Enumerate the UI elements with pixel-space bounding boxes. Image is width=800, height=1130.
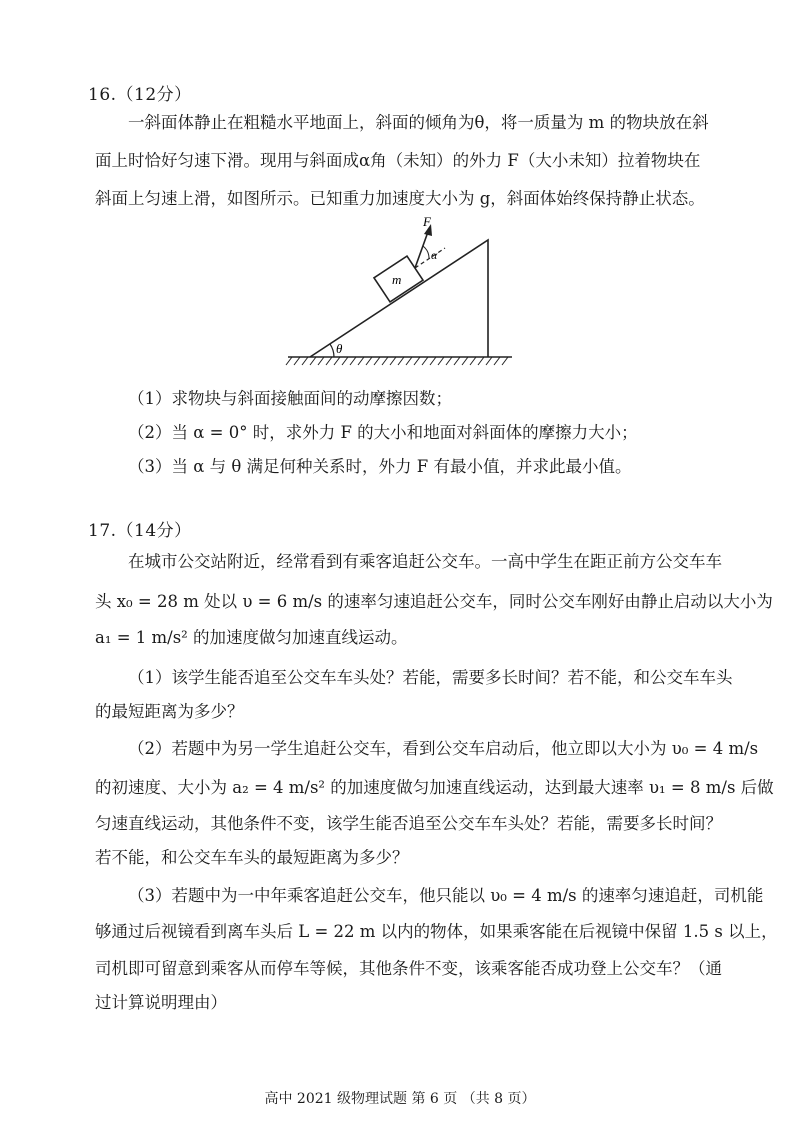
q16-item-2: （2）当 α = 0° 时，求外力 F 的大小和地面对斜面体的摩擦力大小； — [128, 423, 638, 442]
slope-dashed-line — [415, 248, 445, 268]
q17-part1-line-2: 的最短距离为多少？ — [95, 702, 244, 721]
mass-label: m — [392, 272, 402, 287]
q16-intro: 一斜面体静止在粗糙水平地面上，斜面的倾角为θ，将一质量为 m 的物块放在斜面上时恰好匀速下滑。现用与斜面成α角（未知）的外力 F（大小未知）拉着物块在斜面上匀速上滑，如图所示。已知重力加速度大小为 g，斜面体始终保持静止状态。 — [95, 113, 709, 208]
q17-intro-line-1: 在城市公交站附近，经常看到有乘客追赶公交车。一高中学生在距正前方公交车车 — [128, 552, 722, 571]
q17-intro-line-2: 头 x₀ = 28 m 处以 υ = 6 m/s 的速率匀速追赶公交车，同时公交车刚好由静止启动以大小为 — [95, 592, 773, 611]
q17-part2-line-4: 若不能，和公交车车头的最短距离为多少？ — [95, 848, 409, 867]
theta-arc — [330, 344, 334, 357]
alpha-arc — [423, 246, 429, 259]
q17-part2-line-2: 的初速度、大小为 a₂ = 4 m/s² 的加速度做匀加速直线运动，达到最大速率 υ₁ = 8 m/s 后做 — [95, 778, 774, 797]
incline-figure — [280, 212, 520, 372]
incline-wedge — [310, 240, 488, 357]
q17-part1-line-1: （1）该学生能否追至公交车车头处？若能，需要多长时间？若不能，和公交车车头 — [128, 668, 733, 687]
q17-part3-line-1: （3）若题中为一中年乘客追赶公交车，他只能以 υ₀ = 4 m/s 的速率匀速追赶，司机能 — [128, 886, 764, 905]
q17-header: 17.（14分） — [88, 521, 192, 541]
q17-part3-line-4: 过计算说明理由） — [95, 993, 227, 1012]
alpha-label: α — [431, 248, 438, 262]
page-footer: 高中 2021 级物理试题 第 6 页 （共 8 页） — [264, 1091, 536, 1107]
force-arrow — [415, 229, 429, 268]
force-label: F — [423, 214, 431, 229]
q17-part2-line-1: （2）若题中为另一学生追赶公交车，看到公交车启动后，他立即以大小为 υ₀ = 4 m/s — [128, 739, 759, 758]
q16-item-3: （3）当 α 与 θ 满足何种关系时，外力 F 有最小值，并求此最小值。 — [128, 457, 632, 476]
q17-part3-line-3: 司机即可留意到乘客从而停车等候，其他条件不变，该乘客能否成功登上公交车？（通 — [95, 959, 722, 978]
q17-part3-line-2: 够通过后视镜看到离车头后 L = 22 m 以内的物体，如果乘客能在后视镜中保留 1.5 s 以上， — [95, 922, 778, 941]
q16-header: 16.（12分） — [88, 85, 192, 105]
q16-item-1: （1）求物块与斜面接触面间的动摩擦因数； — [128, 389, 452, 408]
ground-hatching — [286, 357, 512, 365]
q17-intro-line-3: a₁ = 1 m/s² 的加速度做匀加速直线运动。 — [95, 628, 408, 647]
q17-part2-line-3: 匀速直线运动，其他条件不变，该学生能否追至公交车车头处？若能，需要多长时间？ — [95, 814, 722, 833]
theta-label: θ — [336, 341, 343, 356]
